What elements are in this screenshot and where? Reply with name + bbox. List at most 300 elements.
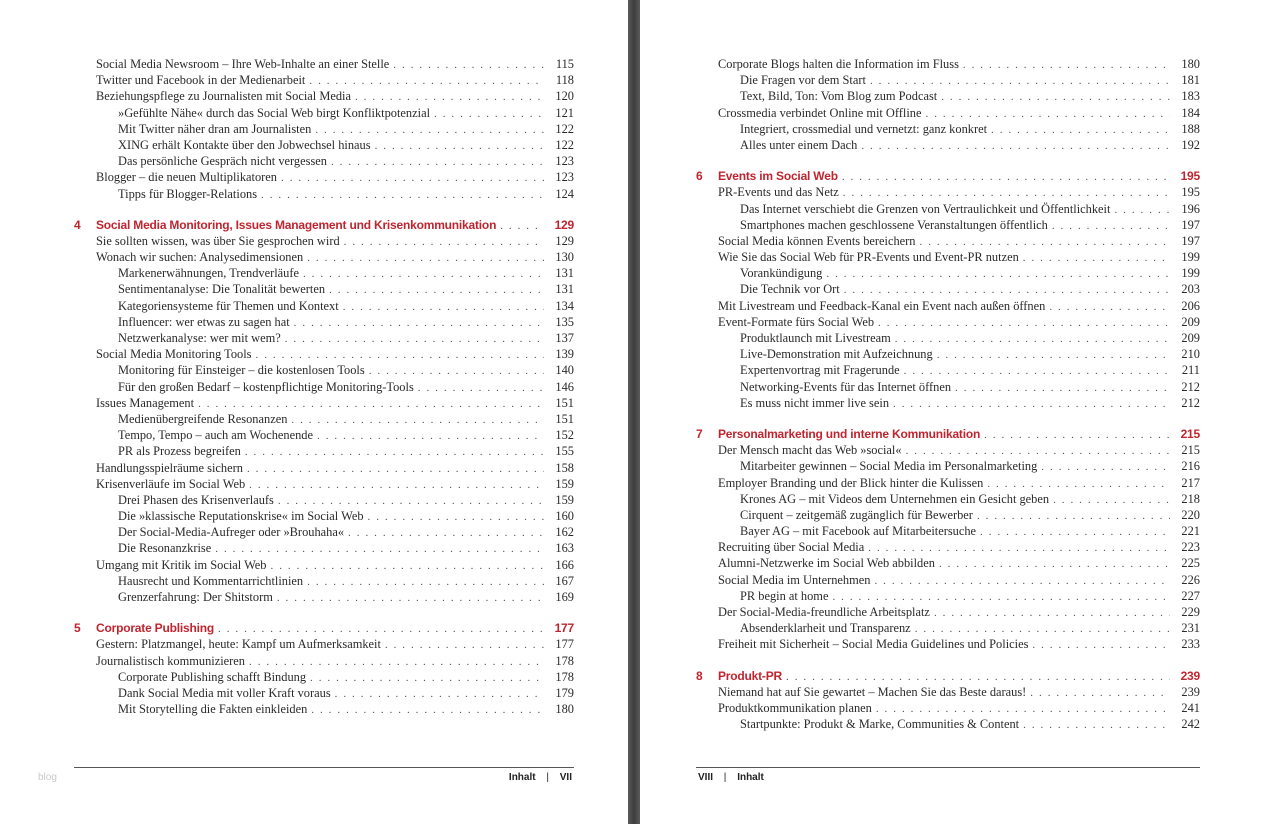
- entry-title: XING erhält Kontakte über den Jobwechsel hinaus: [118, 137, 371, 152]
- leader-dots: [393, 57, 544, 73]
- leader-dots: [307, 574, 544, 590]
- entry-page-number: 218: [1181, 491, 1200, 506]
- entry-title: Produktlaunch mit Livestream: [740, 331, 891, 345]
- entry-page-number: 123: [555, 154, 574, 169]
- leader-dots: [247, 461, 544, 477]
- toc-chapter-heading[interactable]: [696, 168, 1200, 184]
- chapter-number: 6: [696, 169, 703, 184]
- entry-page-number: 120: [555, 89, 574, 104]
- footer-page-number: VII: [559, 772, 572, 783]
- leader-dots: [307, 250, 544, 266]
- toc-entry[interactable]: [696, 700, 1200, 716]
- entry-page-number: 212: [1181, 379, 1200, 394]
- leader-dots: [500, 218, 544, 234]
- entry-title: Issues Management: [96, 395, 195, 410]
- entry-page-number: 140: [555, 363, 574, 378]
- leader-dots: [215, 541, 544, 557]
- entry-title: Personalmarketing und interne Kommunikation: [718, 426, 981, 441]
- toc-entry[interactable]: [696, 491, 1200, 507]
- toc-entry[interactable]: [74, 281, 574, 297]
- toc-entry[interactable]: [696, 346, 1200, 362]
- entry-page-number: 122: [555, 137, 574, 152]
- leader-dots: [915, 621, 1170, 637]
- entry-title: Networking-Events für das Internet öffnen: [740, 379, 952, 394]
- leader-dots: [984, 427, 1170, 443]
- leader-dots: [434, 106, 544, 122]
- leader-dots: [895, 331, 1170, 347]
- entry-page-number: 192: [1181, 137, 1200, 152]
- entry-title: Social Media können Events bereichern: [718, 233, 916, 248]
- entry-title: Events im Social Web: [718, 169, 838, 184]
- toc-left: [74, 56, 574, 717]
- leader-dots: [291, 412, 544, 428]
- leader-dots: [878, 315, 1170, 331]
- toc-entry[interactable]: [74, 72, 574, 88]
- entry-title: Recruiting über Social Media: [718, 540, 865, 555]
- left-page: [0, 0, 628, 824]
- entry-page-number: 216: [1181, 459, 1200, 474]
- leader-dots: [245, 444, 544, 460]
- entry-title: Influencer: wer etwas zu sagen hat: [118, 314, 290, 329]
- toc-entry[interactable]: [74, 137, 574, 153]
- toc-entry[interactable]: [696, 249, 1200, 265]
- leader-dots: [926, 106, 1171, 122]
- leader-dots: [369, 363, 544, 379]
- entry-title: Produktkommunikation planen: [718, 700, 872, 715]
- entry-title: Social Media im Unternehmen: [718, 572, 871, 587]
- entry-page-number: 184: [1181, 105, 1200, 120]
- entry-title: Monitoring für Einsteiger – die kostenlosen Tools: [118, 363, 365, 378]
- toc-entry[interactable]: [74, 492, 574, 508]
- entry-page-number: 209: [1181, 314, 1200, 329]
- leader-dots: [893, 396, 1170, 412]
- entry-title: Der Social-Media-Aufreger oder »Brouhaha«: [118, 525, 345, 540]
- entry-title: Employer Branding und der Blick hinter die Kulissen: [718, 475, 984, 490]
- entry-title: Grenzerfahrung: Der Shitstorm: [118, 590, 273, 604]
- toc-entry[interactable]: [74, 121, 574, 137]
- footer-separator: |: [546, 772, 549, 783]
- chapter-number: 8: [696, 668, 703, 683]
- leader-dots: [977, 508, 1170, 524]
- leader-dots: [980, 524, 1170, 540]
- leader-dots: [309, 73, 544, 89]
- toc-entry[interactable]: [74, 508, 574, 524]
- toc-entry[interactable]: [74, 701, 574, 717]
- leader-dots: [310, 670, 544, 686]
- leader-dots: [315, 122, 544, 138]
- entry-page-number: 241: [1181, 700, 1200, 715]
- entry-title: Umgang mit Kritik im Social Web: [96, 557, 267, 572]
- entry-title: Der Social-Media-freundliche Arbeitsplatz: [718, 605, 930, 619]
- entry-title: Netzwerkanalyse: wer mit wem?: [118, 331, 281, 345]
- entry-page-number: 131: [555, 266, 574, 281]
- leader-dots: [920, 234, 1171, 250]
- entry-page-number: 180: [555, 702, 574, 717]
- leader-dots: [1023, 717, 1170, 733]
- entry-page-number: 159: [555, 476, 574, 491]
- toc-entry[interactable]: [696, 523, 1200, 539]
- footer-page-number: VIII: [698, 772, 714, 783]
- entry-title: Kategoriensysteme für Themen und Kontext: [118, 298, 339, 313]
- entry-page-number: 151: [555, 411, 574, 426]
- entry-page-number: 131: [555, 282, 574, 297]
- footer-label: Inhalt: [737, 772, 764, 783]
- leader-dots: [249, 654, 544, 670]
- leader-dots: [832, 589, 1170, 605]
- leader-dots: [355, 89, 544, 105]
- leader-dots: [277, 590, 544, 606]
- toc-right: [696, 56, 1200, 732]
- entry-page-number: 188: [1181, 121, 1200, 136]
- entry-page-number: 152: [555, 428, 574, 443]
- entry-page-number: 217: [1181, 475, 1200, 490]
- leader-dots: [1030, 685, 1170, 701]
- toc-entry[interactable]: [74, 685, 574, 701]
- entry-page-number: 183: [1181, 89, 1200, 104]
- leader-dots: [987, 476, 1170, 492]
- leader-dots: [278, 493, 544, 509]
- entry-title: Expertenvortrag mit Fragerunde: [740, 363, 900, 378]
- leader-dots: [826, 266, 1170, 282]
- toc-entry[interactable]: [74, 443, 574, 459]
- entry-page-number: 239: [1181, 684, 1200, 699]
- toc-entry[interactable]: [74, 653, 574, 669]
- toc-entry[interactable]: [696, 184, 1200, 200]
- entry-page-number: 229: [1181, 605, 1200, 619]
- toc-entry[interactable]: [696, 458, 1200, 474]
- entry-title: Sie sollten wissen, was über Sie gesprochen wird: [96, 233, 340, 248]
- toc-entry[interactable]: [696, 555, 1200, 571]
- entry-title: Mit Livestream und Feedback-Kanal ein Event nach außen öffnen: [718, 298, 1046, 313]
- toc-entry[interactable]: [696, 539, 1200, 555]
- toc-entry[interactable]: [696, 684, 1200, 700]
- entry-title: Text, Bild, Ton: Vom Blog zum Podcast: [740, 89, 938, 104]
- chapter-number: 4: [74, 217, 81, 232]
- entry-page-number: 231: [1181, 621, 1200, 636]
- toc-entry[interactable]: [74, 346, 574, 362]
- toc-chapter-heading[interactable]: [696, 668, 1200, 684]
- entry-page-number: 206: [1181, 298, 1200, 313]
- leader-dots: [991, 122, 1170, 138]
- entry-page-number: 166: [555, 557, 574, 572]
- entry-title: Event-Formate fürs Social Web: [718, 314, 875, 329]
- toc-entry[interactable]: [696, 217, 1200, 233]
- entry-page-number: 180: [1181, 57, 1200, 71]
- entry-title: Social Media Newsroom – Ihre Web-Inhalte an einer Stelle: [96, 57, 390, 71]
- entry-page-number: 134: [555, 298, 574, 313]
- toc-entry[interactable]: [74, 265, 574, 281]
- entry-title: Die Resonanzkrise: [118, 541, 212, 556]
- entry-title: Sentimentanalyse: Die Tonalität bewerten: [118, 282, 326, 297]
- entry-title: Smartphones machen geschlossene Veranstaltungen öffentlich: [740, 217, 1048, 232]
- entry-page-number: 178: [555, 653, 574, 668]
- toc-entry[interactable]: [696, 620, 1200, 636]
- toc-entry[interactable]: [74, 411, 574, 427]
- entry-page-number: 122: [555, 121, 574, 136]
- toc-entry[interactable]: [74, 330, 574, 346]
- entry-page-number: 115: [555, 57, 574, 71]
- leader-dots: [941, 89, 1170, 105]
- entry-page-number: 199: [1181, 250, 1200, 265]
- entry-title: PR-Events und das Netz: [718, 185, 839, 200]
- toc-entry[interactable]: [696, 442, 1200, 458]
- entry-title: Für den großen Bedarf – kostenpflichtige Monitoring-Tools: [118, 379, 414, 394]
- leader-dots: [842, 169, 1170, 185]
- leader-dots: [256, 347, 545, 363]
- toc-chapter-heading[interactable]: [74, 217, 574, 233]
- entry-title: Live-Demonstration mit Aufzeichnung: [740, 347, 933, 362]
- entry-page-number: 195: [1180, 169, 1200, 184]
- leader-dots: [311, 702, 544, 718]
- toc-entry[interactable]: [696, 475, 1200, 491]
- leader-dots: [1052, 218, 1170, 234]
- entry-title: Mitarbeiter gewinnen – Social Media im Personalmarketing: [740, 459, 1038, 474]
- entry-page-number: 197: [1181, 233, 1200, 248]
- entry-page-number: 162: [555, 525, 574, 540]
- toc-entry[interactable]: [74, 460, 574, 476]
- toc-entry[interactable]: [74, 362, 574, 378]
- toc-entry[interactable]: [74, 636, 574, 652]
- leader-dots: [331, 154, 544, 170]
- leader-dots: [218, 621, 544, 637]
- leader-dots: [963, 57, 1170, 73]
- toc-entry[interactable]: [696, 314, 1200, 330]
- entry-title: PR begin at home: [740, 588, 829, 603]
- entry-title: Markenerwähnungen, Trendverläufe: [118, 266, 299, 281]
- toc-entry[interactable]: [74, 186, 574, 202]
- entry-page-number: 155: [555, 444, 574, 459]
- leader-dots: [843, 185, 1170, 201]
- toc-entry[interactable]: [74, 88, 574, 104]
- entry-title: Corporate Publishing: [96, 621, 215, 636]
- toc-entry[interactable]: [696, 298, 1200, 314]
- footer-separator: |: [723, 772, 727, 783]
- entry-title: PR als Prozess begreifen: [118, 444, 241, 459]
- entry-title: Blogger – die neuen Multiplikatoren: [96, 170, 278, 185]
- entry-title: Tempo, Tempo – auch am Wochenende: [118, 428, 313, 443]
- toc-entry[interactable]: [74, 298, 574, 314]
- leader-dots: [955, 380, 1170, 396]
- entry-title: Beziehungspflege zu Journalisten mit Social Media: [96, 89, 351, 104]
- entry-page-number: 203: [1181, 282, 1200, 297]
- entry-page-number: 177: [554, 621, 574, 636]
- leader-dots: [934, 605, 1170, 621]
- entry-title: Journalistisch kommunizieren: [96, 653, 246, 668]
- entry-page-number: 199: [1181, 266, 1200, 281]
- entry-title: Krisenverläufe im Social Web: [96, 476, 246, 491]
- entry-page-number: 135: [555, 314, 574, 329]
- entry-page-number: 160: [555, 509, 574, 524]
- leader-dots: [418, 380, 544, 396]
- entry-title: Niemand hat auf Sie gewartet – Machen Sie das Beste daraus!: [718, 684, 1027, 699]
- chapter-number: 5: [74, 621, 81, 636]
- entry-page-number: 177: [555, 637, 574, 652]
- entry-title: Die Technik vor Ort: [740, 282, 840, 297]
- entry-page-number: 197: [1181, 217, 1200, 232]
- toc-entry[interactable]: [696, 379, 1200, 395]
- entry-page-number: 167: [555, 573, 574, 588]
- leader-dots: [1023, 250, 1170, 266]
- entry-title: Produkt-PR: [718, 668, 783, 683]
- entry-title: Corporate Blogs halten die Information im Fluss: [718, 57, 959, 71]
- leader-dots: [937, 347, 1170, 363]
- entry-page-number: 196: [1181, 201, 1200, 216]
- toc-entry[interactable]: [74, 233, 574, 249]
- leader-dots: [844, 282, 1170, 298]
- leader-dots: [249, 477, 544, 493]
- toc-entry[interactable]: [696, 362, 1200, 378]
- toc-entry[interactable]: [696, 72, 1200, 88]
- entry-page-number: 129: [554, 217, 574, 232]
- toc-entry[interactable]: [74, 153, 574, 169]
- toc-entry[interactable]: [696, 507, 1200, 523]
- entry-page-number: 181: [1181, 73, 1200, 88]
- toc-entry[interactable]: [696, 636, 1200, 652]
- toc-chapter-heading[interactable]: [74, 620, 574, 636]
- toc-entry[interactable]: [74, 540, 574, 556]
- entry-page-number: 163: [555, 541, 574, 556]
- leader-dots: [1041, 459, 1170, 475]
- entry-title: Medienübergreifende Resonanzen: [118, 411, 288, 426]
- toc-entry[interactable]: [696, 588, 1200, 604]
- toc-entry[interactable]: [696, 395, 1200, 411]
- entry-page-number: 221: [1181, 524, 1200, 539]
- toc-entry[interactable]: [74, 379, 574, 395]
- toc-entry[interactable]: [696, 233, 1200, 249]
- entry-title: Cirquent – zeitgemäß zugänglich für Bewerber: [740, 507, 973, 522]
- toc-entry[interactable]: [696, 604, 1200, 620]
- entry-title: Mit Twitter näher dran am Journalisten: [118, 121, 312, 136]
- toc-entry[interactable]: [696, 265, 1200, 281]
- entry-title: Handlungsspielräume sichern: [96, 460, 243, 475]
- toc-entry[interactable]: [74, 557, 574, 573]
- leader-dots: [1049, 299, 1170, 315]
- entry-page-number: 225: [1181, 556, 1200, 571]
- entry-title: Alles unter einem Dach: [740, 137, 858, 152]
- toc-entry[interactable]: [74, 105, 574, 121]
- leader-dots: [343, 299, 544, 315]
- leader-dots: [294, 315, 544, 331]
- leader-dots: [271, 558, 544, 574]
- leader-dots: [285, 331, 544, 347]
- entry-title: Hausrecht und Kommentarrichtlinien: [118, 573, 304, 588]
- entry-title: Gestern: Platzmangel, heute: Kampf um Aufmerksamkeit: [96, 637, 381, 652]
- right-footer: [696, 767, 1200, 786]
- leader-dots: [375, 138, 544, 154]
- right-page: [640, 0, 1270, 824]
- leader-dots: [303, 266, 544, 282]
- toc-entry[interactable]: [696, 330, 1200, 346]
- toc-entry[interactable]: [74, 169, 574, 185]
- toc-entry[interactable]: [696, 121, 1200, 137]
- entry-page-number: 121: [555, 105, 574, 120]
- entry-title: Wie Sie das Social Web für PR-Events und Event-PR nutzen: [718, 250, 1019, 265]
- entry-page-number: 146: [555, 379, 574, 394]
- entry-page-number: 159: [555, 492, 574, 507]
- entry-page-number: 124: [555, 186, 574, 201]
- toc-entry[interactable]: [696, 88, 1200, 104]
- leader-dots: [876, 701, 1170, 717]
- toc-entry[interactable]: [74, 669, 574, 685]
- toc-entry[interactable]: [696, 281, 1200, 297]
- leader-dots: [904, 363, 1170, 379]
- toc-entry[interactable]: [74, 314, 574, 330]
- toc-entry[interactable]: [74, 56, 574, 72]
- entry-title: Es muss nicht immer live sein: [740, 395, 890, 410]
- entry-title: Krones AG – mit Videos dem Unternehmen ein Gesicht geben: [740, 491, 1050, 506]
- toc-chapter-heading[interactable]: [696, 426, 1200, 442]
- toc-entry[interactable]: [74, 589, 574, 605]
- entry-title: Die »klassische Reputationskrise« im Social Web: [118, 509, 364, 524]
- leader-dots: [870, 73, 1170, 89]
- entry-page-number: 137: [555, 331, 574, 345]
- toc-entry[interactable]: [696, 56, 1200, 72]
- entry-page-number: 139: [555, 347, 574, 362]
- toc-entry[interactable]: [696, 716, 1200, 732]
- entry-title: Absenderklarheit und Transparenz: [740, 621, 911, 636]
- entry-page-number: 210: [1181, 347, 1200, 362]
- entry-page-number: 220: [1181, 507, 1200, 522]
- entry-title: Freiheit mit Sicherheit – Social Media Guidelines und Policies: [718, 637, 1029, 652]
- entry-page-number: 227: [1181, 588, 1200, 603]
- entry-title: Die Fragen vor dem Start: [740, 73, 866, 88]
- entry-page-number: 118: [555, 73, 574, 88]
- toc-entry[interactable]: [74, 476, 574, 492]
- entry-title: Wonach wir suchen: Analysedimensionen: [96, 250, 304, 265]
- leader-dots: [281, 170, 544, 186]
- leader-dots: [198, 396, 544, 412]
- entry-page-number: 233: [1181, 637, 1200, 652]
- entry-page-number: 123: [555, 170, 574, 185]
- leader-dots: [1114, 202, 1170, 218]
- leader-dots: [344, 234, 544, 250]
- entry-title: Twitter und Facebook in der Medienarbeit: [96, 73, 306, 88]
- entry-page-number: 215: [1180, 426, 1200, 441]
- entry-title: Mit Storytelling die Fakten einkleiden: [118, 702, 308, 717]
- entry-page-number: 209: [1181, 331, 1200, 345]
- leader-dots: [261, 187, 544, 203]
- leader-dots: [1053, 492, 1170, 508]
- entry-title: Social Media Monitoring Tools: [96, 347, 252, 362]
- leader-dots: [868, 540, 1170, 556]
- entry-title: Vorankündigung: [740, 266, 823, 281]
- entry-page-number: 239: [1180, 668, 1200, 683]
- toc-entry[interactable]: [74, 249, 574, 265]
- entry-page-number: 242: [1181, 717, 1200, 732]
- leader-dots: [786, 669, 1170, 685]
- entry-title: Dank Social Media mit voller Kraft voraus: [118, 685, 331, 700]
- toc-entry[interactable]: [74, 524, 574, 540]
- entry-page-number: 215: [1181, 443, 1200, 458]
- toc-entry[interactable]: [74, 427, 574, 443]
- leader-dots: [385, 637, 544, 653]
- toc-entry[interactable]: [696, 137, 1200, 153]
- entry-title: Tipps für Blogger-Relations: [118, 186, 258, 201]
- toc-entry[interactable]: [696, 572, 1200, 588]
- toc-entry[interactable]: [696, 201, 1200, 217]
- leader-dots: [861, 138, 1170, 154]
- toc-entry[interactable]: [696, 105, 1200, 121]
- entry-page-number: 212: [1181, 395, 1200, 410]
- leader-dots: [368, 509, 544, 525]
- entry-page-number: 130: [555, 250, 574, 265]
- leader-dots: [317, 428, 544, 444]
- entry-title: Integriert, crossmedial und vernetzt: ganz konkret: [740, 121, 988, 136]
- leader-dots: [348, 525, 544, 541]
- entry-page-number: 129: [555, 233, 574, 248]
- toc-entry[interactable]: [74, 395, 574, 411]
- toc-entry[interactable]: [74, 573, 574, 589]
